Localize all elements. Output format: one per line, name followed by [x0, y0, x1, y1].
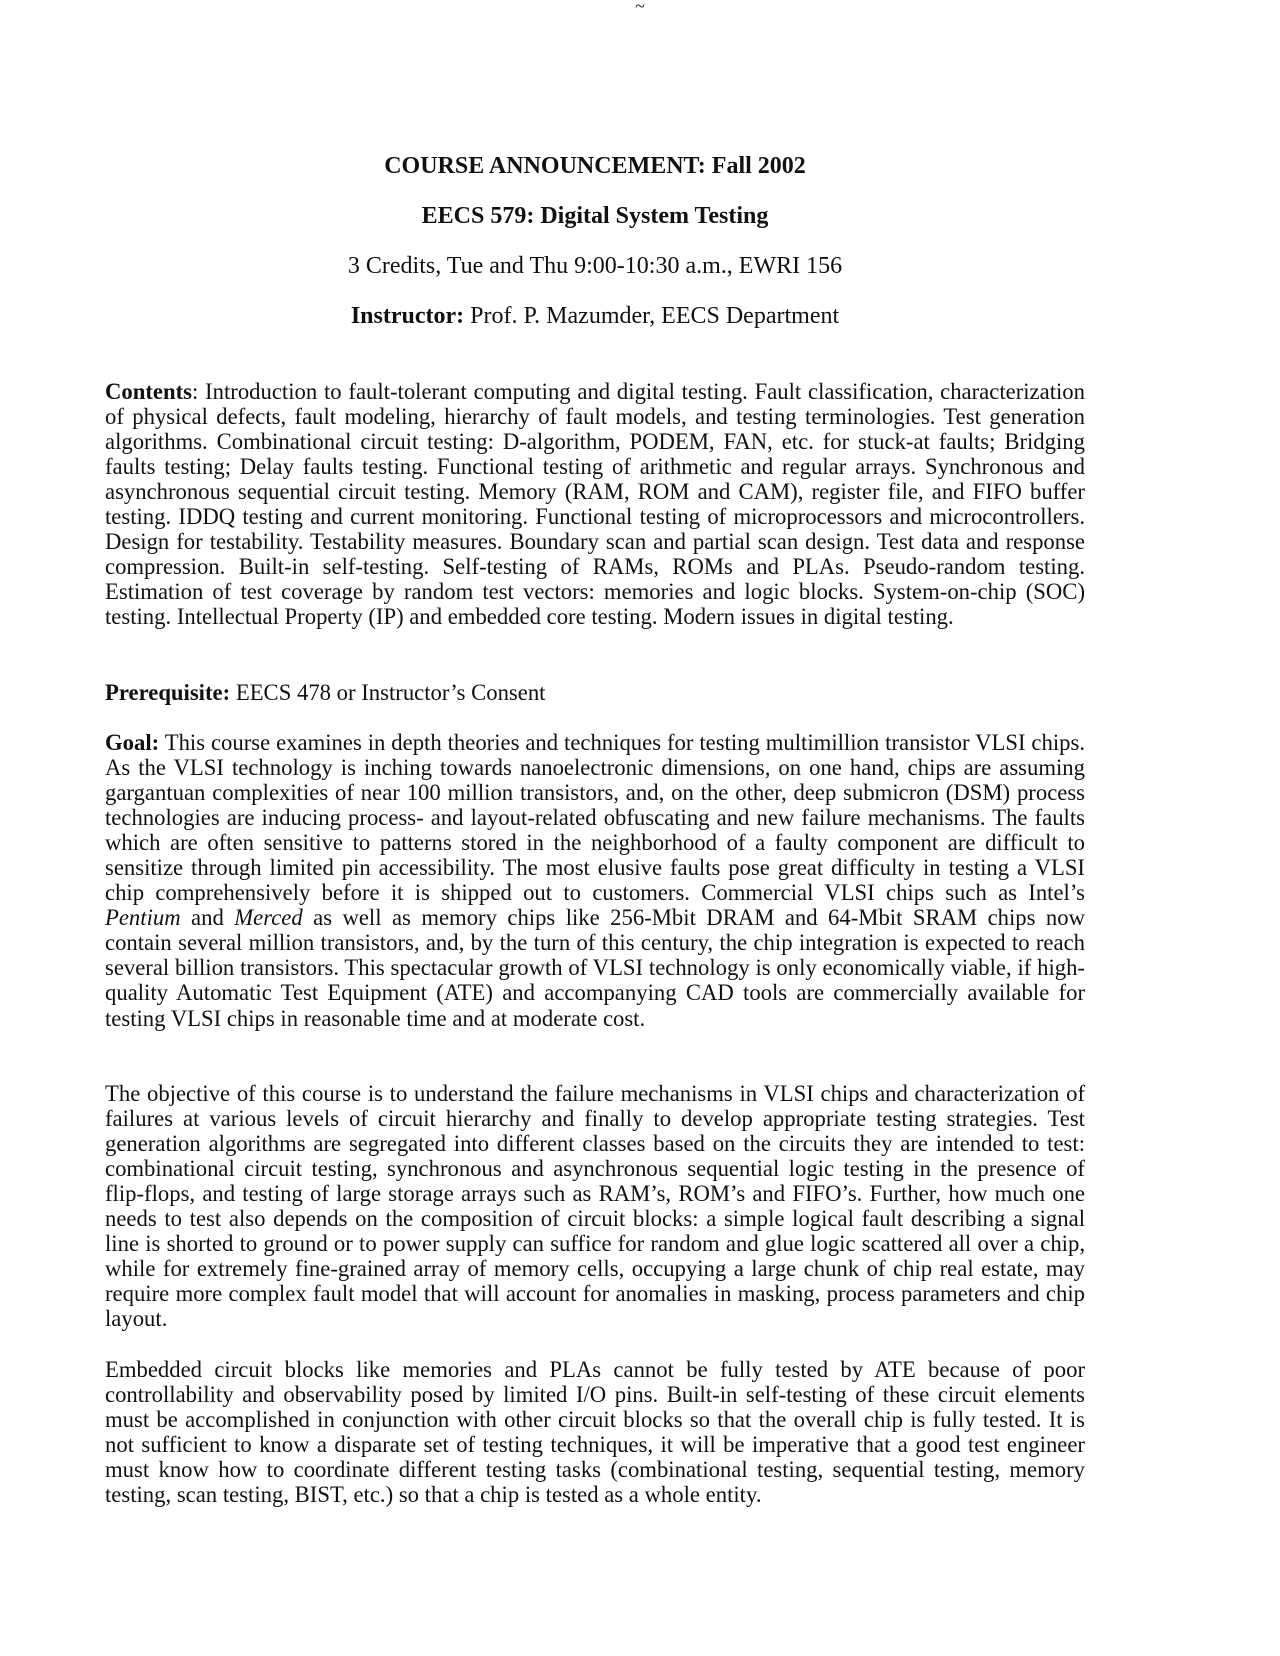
prerequisite-paragraph [105, 680, 1085, 705]
contents-paragraph [105, 379, 1085, 629]
goal-italic-merced: Merced [234, 905, 303, 931]
instructor-label: Instructor: [350, 303, 465, 329]
prerequisite-label: Prerequisite: [105, 680, 231, 705]
instructor-line [105, 302, 1085, 330]
goal-text-a: This course examines in depth theories and techniques for testing multimillion transistor VLSI chips. As the VLSI technology is inching towards nanoelectronic dimensions, on one hand, chips are assuming gargantuan complexities of near 100 million transistors, and, on the other, deep submicron (DSM) process technologies are inducing process- and layout-related obfuscating and new failure mechanisms. The faults which are often sensitive to patterns stored in the neighborhood of a faulty component are difficult to sensitize through limited pin accessibility. The most elusive faults pose great difficulty in testing a VLSI chip comprehensively before it is shipped out to customers. Commercial VLSI chips such as Intel’s [105, 730, 1085, 906]
objective-paragraph: The objective of this course is to understand the failure mechanisms in VLSI chips and characterization of failures at various levels of circuit hierarchy and finally to develop appropriate testing strategies. Test generation algorithms are segregated into different classes based on the circuits they are intended to test: combinational circuit testing, synchronous and asynchronous sequential logic testing in the presence of flip-flops, and testing of large storage arrays such as RAM’s, ROM’s and FIFO’s. Further, how much one needs to test also depends on the composition of circuit blocks: a simple logical fault describing a signal line is shorted to ground or to power supply can suffice for random and glue logic scattered all over a chip, while for extremely fine-grained array of memory cells, occupying a large chunk of chip real estate, may require more complex fault model that will account for anomalies in masking, process parameters and chip layout. [105, 1081, 1085, 1332]
goal-label: Goal: [105, 730, 160, 755]
course-title: EECS 579: Digital System Testing [421, 203, 769, 229]
goal-text-b: and [180, 905, 235, 931]
announcement-heading: COURSE ANNOUNCEMENT: Fall 2002 [384, 153, 806, 179]
course-schedule: 3 Credits, Tue and Thu 9:00-10:30 a.m., EWRI 156 [347, 253, 843, 279]
contents-text: : Introduction to fault-tolerant computing and digital testing. Fault classification, characterization of physical defects, fault modeling, hierarchy of fault models, and testing terminologies. Test generation algorithms. Combinational circuit testing: D-algorithm, PODEM, FAN, etc. for stuck-at faults; Bridging faults testing; Delay faults testing. Functional testing of arithmetic and regular arrays. Synchronous and asynchronous sequential circuit testing. Memory (RAM, ROM and CAM), register file, and FIFO buffer testing. IDDQ testing and current monitoring. Functional testing of microprocessors and microcontrollers. Design for testability. Testability measures. Boundary scan and partial scan design. Test data and response compression. Built-in self-testing. Self-testing of RAMs, ROMs and PLAs. Pseudo-random testing. Estimation of test coverage by random test vectors: memories and logic blocks. System-on-chip (SOC) testing. Intellectual Property (IP) and embedded core testing. Modern issues in digital testing. [105, 379, 1085, 630]
prerequisite-text: EECS 478 or Instructor’s Consent [230, 680, 546, 705]
embedded-paragraph: Embedded circuit blocks like memories and PLAs cannot be fully tested by ATE because of poor controllability and observability posed by limited I/O pins. Built-in self-testing of these circuit elements must be accomplished in conjunction with other circuit blocks so that the overall chip is fully tested. It is not sufficient to know a disparate set of testing techniques, it will be imperative that a good test engineer must know how to coordinate different testing tasks (combinational testing, sequential testing, memory testing, scan testing, BIST, etc.) so that a chip is tested as a whole entity. [105, 1357, 1085, 1508]
goal-paragraph [105, 730, 1085, 1031]
goal-text-c: as well as memory chips like 256-Mbit DRAM and 64-Mbit SRAM chips now contain several million transistors, and, by the turn of this century, the chip integration is expected to reach several billion transistors. This spectacular growth of VLSI technology is only economically viable, if high-quality Automatic Test Equipment (ATE) and accompanying CAD tools are commercially available for testing VLSI chips in reasonable time and at moderate cost. [105, 905, 1085, 1031]
instructor-value: Prof. P. Mazumder, EECS Department [464, 303, 840, 329]
goal-italic-pentium: Pentium [105, 905, 181, 931]
page-mark: ~ [635, 0, 645, 16]
contents-label: Contents [105, 379, 192, 404]
